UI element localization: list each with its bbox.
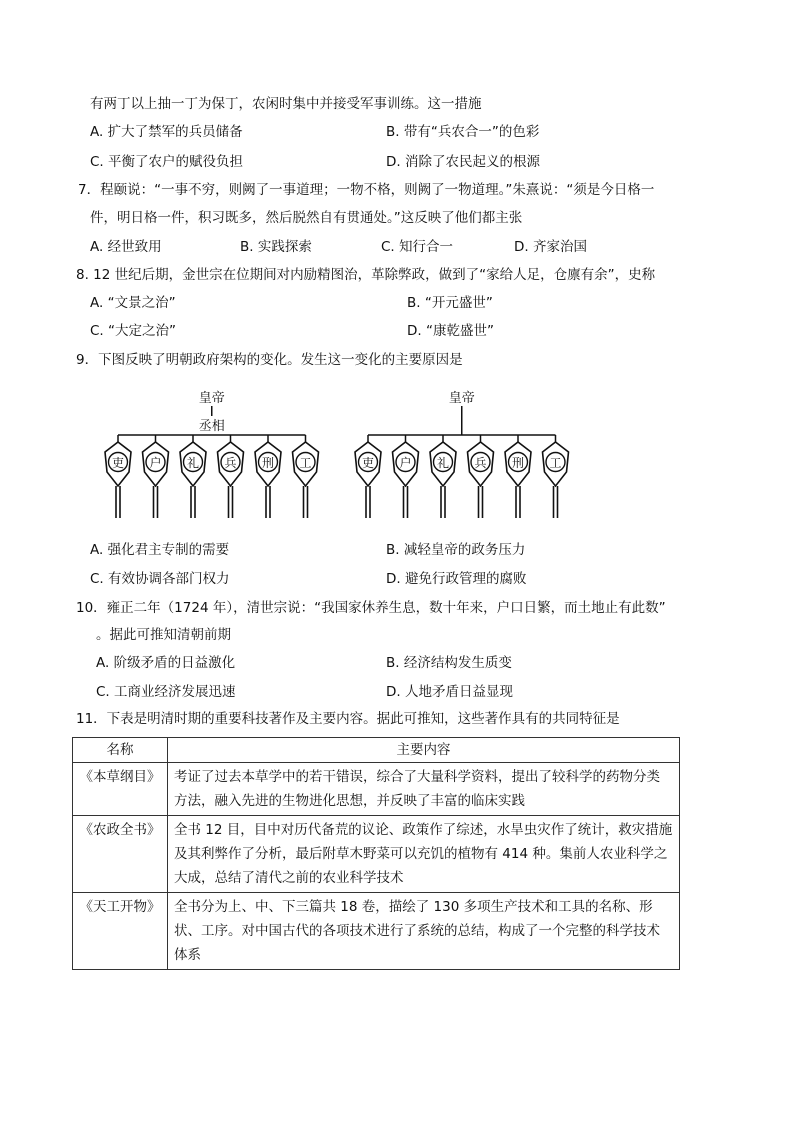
right-ministry-4-label: 刑 xyxy=(511,456,525,470)
q8-a: A. “文景之治” xyxy=(90,295,176,311)
q9-stem: 9．下图反映了明朝政府架构的变化。发生这一变化的主要原因是 xyxy=(76,352,463,368)
right-emperor-label: 皇帝 xyxy=(448,391,475,406)
row-content: 全书 12 目，目中对历代备荒的议论、政策作了综述，水旱虫灾作了统计，救灾措施及其利弊作了分析，最后附草木野菜可以充饥的植物有 414 种。集前人农业科学之大成，总结了清代之前的农业科学技术 xyxy=(168,816,680,893)
q6-stem-cont: 有两丁以上抽一丁为保丁，农闲时集中并接受军事训练。这一措施 xyxy=(90,96,482,112)
right-ministry-1-label: 户 xyxy=(399,456,412,470)
q9-c: C. 有效协调各部门权力 xyxy=(90,571,230,587)
q7-d: D. 齐家治国 xyxy=(514,239,587,255)
left-ministry-1-label: 户 xyxy=(149,456,162,470)
q6-c: C. 平衡了农户的赋役负担 xyxy=(90,154,244,170)
right-ministry-3-label: 兵 xyxy=(474,456,487,470)
table-row xyxy=(73,763,680,816)
left-ministry-0-label: 吏 xyxy=(111,456,125,470)
q7-stem-1: 7．程颐说：“一事不穷，则阙了一事道理；一物不格，则阙了一物道理。”朱熹说：“须是今日格一 xyxy=(78,182,655,198)
sci-tech-works-table xyxy=(72,737,680,970)
q7-c: C. 知行合一 xyxy=(381,239,454,255)
q6-d: D. 消除了农民起义的根源 xyxy=(386,154,540,170)
q8-d: D. “康乾盛世” xyxy=(407,323,494,339)
table-row xyxy=(73,893,680,970)
left-ministry-2-label: 礼 xyxy=(186,456,200,470)
ming-government-structure-diagram xyxy=(100,388,600,523)
q6-b: B. 带有“兵农合一”的色彩 xyxy=(386,124,540,140)
left-emperor-label: 皇帝 xyxy=(198,391,225,406)
q11-stem: 11．下表是明清时期的重要科技著作及主要内容。据此可推知，这些著作具有的共同特征是 xyxy=(76,711,620,727)
table-header-row xyxy=(73,738,680,763)
right-ministry-2-label: 礼 xyxy=(436,456,450,470)
left-ministry-3-label: 兵 xyxy=(224,456,237,470)
header-name: 名称 xyxy=(73,738,168,763)
row-content: 全书分为上、中、下三篇共 18 卷，描绘了 130 多项生产技术和工具的名称、形状、工序。对中国古代的各项技术进行了系统的总结，构成了一个完整的科学技术体系 xyxy=(168,893,680,970)
q6-a: A. 扩大了禁军的兵员储备 xyxy=(90,124,243,140)
q8-stem: 8. 12 世纪后期，金世宗在位期间对内励精图治，革除弊政，做到了“家给人足，仓廪有余”，史称 xyxy=(76,267,656,283)
q8-b: B. “开元盛世” xyxy=(407,295,493,311)
q9-b: B. 减轻皇帝的政务压力 xyxy=(386,542,526,558)
q10-stem-1: 10．雍正二年（1724 年），清世宗说：“我国家休养生息，数十年来，户口日繁，而土地止有此数” xyxy=(76,600,666,616)
q10-d: D. 人地矛盾日益显现 xyxy=(386,684,513,700)
q10-a: A. 阶级矛盾的日益激化 xyxy=(96,655,236,671)
q8-c: C. “大定之治” xyxy=(90,323,176,339)
row-content: 考证了过去本草学中的若干错误，综合了大量科学资料，提出了较科学的药物分类方法，融入先进的生物进化思想，并反映了丰富的临床实践 xyxy=(168,763,680,816)
q10-stem-2: 。据此可推知清朝前期 xyxy=(96,627,231,643)
q7-stem-2: 件，明日格一件，积习既多，然后脱然自有贯通处。”这反映了他们都主张 xyxy=(90,210,523,226)
q10-c: C. 工商业经济发展迅速 xyxy=(96,684,236,700)
right-ministry-5-label: 工 xyxy=(549,456,562,470)
left-ministry-4-label: 刑 xyxy=(261,456,275,470)
left-ministry-5-label: 工 xyxy=(299,456,312,470)
q9-a: A. 强化君主专制的需要 xyxy=(90,542,230,558)
q7-a: A. 经世致用 xyxy=(90,239,162,255)
left-chancellor-label: 丞相 xyxy=(198,419,225,434)
row-name: 《本草纲目》 xyxy=(73,763,168,816)
q9-d: D. 避免行政管理的腐败 xyxy=(386,571,527,587)
q10-b: B. 经济结构发生质变 xyxy=(386,655,512,671)
header-content: 主要内容 xyxy=(168,738,680,763)
right-ministry-0-label: 吏 xyxy=(361,456,375,470)
q7-b: B. 实践探索 xyxy=(240,239,312,255)
structure-diagram-svg xyxy=(100,388,600,523)
row-name: 《农政全书》 xyxy=(73,816,168,893)
row-name: 《天工开物》 xyxy=(73,893,168,970)
table-row xyxy=(73,816,680,893)
